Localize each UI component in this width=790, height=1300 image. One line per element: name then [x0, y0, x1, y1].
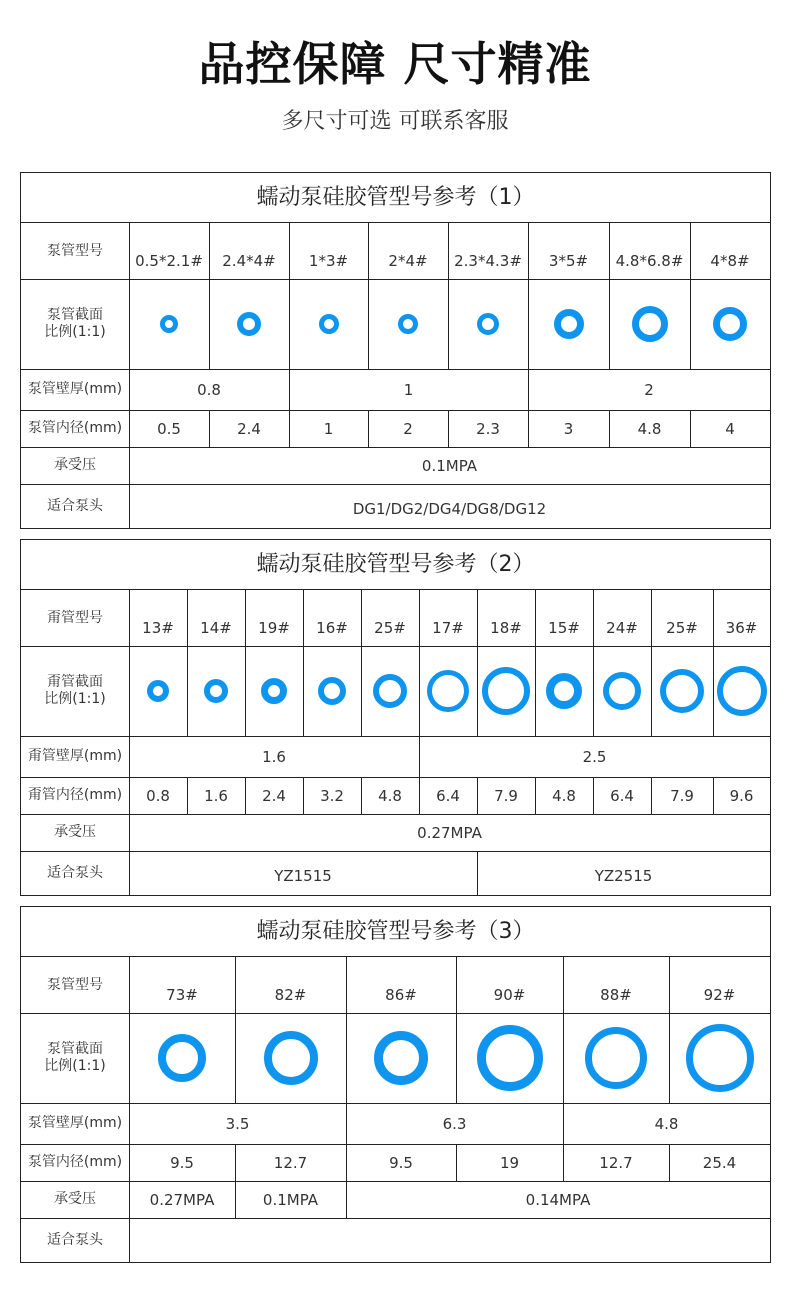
wall-thickness: 3.5 — [225, 1114, 250, 1133]
inner-diameter: 1.6 — [204, 786, 228, 805]
inner-diameter: 6.4 — [610, 786, 634, 805]
inner-diameter: 12.7 — [273, 1153, 308, 1172]
pump-head-value: YZ2515 — [594, 867, 653, 885]
inner-diameter: 4.8 — [637, 419, 662, 438]
row-label-inner: 泵管内径(mm) — [27, 420, 123, 437]
tube-section-icon — [603, 672, 641, 710]
grid-line — [21, 646, 770, 647]
wall-thickness: 4.8 — [654, 1114, 679, 1133]
tube-model: 24# — [606, 619, 638, 637]
inner-diameter: 25.4 — [702, 1153, 737, 1172]
tube-section-icon — [261, 678, 287, 704]
tube-section-icon — [427, 670, 469, 712]
tube-model: 73# — [166, 986, 198, 1004]
table-1 — [20, 172, 771, 529]
row-label-wall: 泵管壁厚(mm) — [27, 381, 123, 398]
inner-diameter: 12.7 — [599, 1153, 633, 1172]
tube-model: 88# — [600, 986, 632, 1004]
tube-model: 16# — [316, 619, 348, 637]
tube-section-icon — [264, 1031, 318, 1085]
row-label-section: 甭管截面 比例(1:1) — [44, 674, 106, 707]
tube-model: 19# — [258, 619, 290, 637]
tube-section-icon — [374, 1031, 428, 1085]
wall-thickness: 6.3 — [442, 1114, 467, 1133]
row-label-pumphead: 适合泵头 — [47, 1231, 103, 1248]
inner-diameter: 0.5 — [157, 419, 181, 438]
wall-thickness: 1 — [403, 380, 414, 399]
pressure-value: 0.14MPA — [525, 1190, 591, 1209]
tube-section-icon — [554, 309, 584, 339]
tube-model: 25# — [666, 619, 698, 637]
tube-model: 18# — [490, 619, 522, 637]
tube-section-icon — [318, 677, 346, 705]
wall-thickness: 0.8 — [197, 380, 221, 399]
table-2 — [20, 539, 771, 896]
pressure-value: 0.1MPA — [421, 456, 478, 475]
row-label-pressure: 承受压 — [54, 1191, 96, 1208]
inner-diameter: 0.8 — [146, 786, 170, 805]
inner-diameter: 3.2 — [320, 786, 344, 805]
pump-head-value — [129, 1218, 770, 1262]
tube-model: 4*8# — [710, 252, 750, 270]
inner-diameter: 2.4 — [262, 786, 286, 805]
wall-thickness: 2 — [644, 380, 654, 399]
pump-head-value: YZ1515 — [274, 867, 332, 885]
inner-diameter: 9.6 — [729, 786, 754, 805]
pump-head-value: DG1/DG2/DG4/DG8/DG12 — [352, 500, 547, 518]
pressure-value: 0.27MPA — [149, 1190, 215, 1209]
row-label-inner: 泵管内径(mm) — [27, 1154, 123, 1171]
pressure-value: 0.1MPA — [262, 1190, 319, 1209]
row-label-section: 泵管截面 比例(1:1) — [44, 307, 106, 340]
inner-diameter: 9.5 — [170, 1153, 194, 1172]
tube-section-icon — [158, 1034, 206, 1082]
tube-model: 36# — [725, 619, 758, 637]
inner-diameter: 2.3 — [476, 419, 500, 438]
tube-section-icon — [237, 312, 261, 336]
inner-diameter: 4.8 — [552, 786, 576, 805]
tube-section-icon — [713, 307, 747, 341]
tube-model: 3*5# — [548, 252, 589, 270]
row-label-model: 泵管型号 — [47, 976, 103, 993]
row-label-inner: 甭管内径(mm) — [27, 787, 123, 804]
tube-section-icon — [585, 1027, 647, 1089]
row-label-pressure: 承受压 — [54, 824, 96, 841]
inner-diameter: 7.9 — [494, 786, 518, 805]
tube-model: 1*3# — [308, 252, 349, 270]
tube-section-icon — [546, 673, 582, 709]
tube-section-icon — [482, 667, 530, 715]
tube-section-icon — [160, 315, 178, 333]
page-title: 品控保障 尺寸精准 — [198, 37, 592, 91]
grid-line — [21, 1013, 770, 1014]
tube-model: 90# — [493, 986, 526, 1004]
table-title: 蠕动泵硅胶管型号参考（2） — [21, 540, 770, 590]
tube-model: 15# — [548, 619, 580, 637]
tube-model: 14# — [200, 619, 232, 637]
tube-section-icon — [319, 314, 339, 334]
tube-model: 4.8*6.8# — [615, 252, 684, 270]
tube-model: 86# — [385, 986, 417, 1004]
tube-section-icon — [632, 306, 668, 342]
row-label-model: 甭管型号 — [47, 609, 103, 626]
tube-model: 82# — [274, 986, 307, 1004]
row-label-pumphead: 适合泵头 — [47, 497, 103, 514]
inner-diameter: 2 — [403, 419, 413, 438]
wall-thickness: 2.5 — [582, 747, 607, 766]
inner-diameter: 2.4 — [237, 419, 261, 438]
table-title: 蠕动泵硅胶管型号参考（3） — [21, 907, 770, 957]
tube-model: 25# — [374, 619, 406, 637]
tube-model: 0.5*2.1# — [135, 252, 203, 270]
inner-diameter: 9.5 — [389, 1153, 413, 1172]
tube-section-icon — [147, 680, 169, 702]
tube-model: 92# — [703, 986, 736, 1004]
inner-diameter: 4.8 — [378, 786, 402, 805]
tube-section-icon — [477, 313, 499, 335]
inner-diameter: 4 — [725, 419, 735, 438]
tube-section-icon — [660, 669, 704, 713]
tube-model: 2*4# — [388, 252, 428, 270]
tube-section-icon — [373, 674, 407, 708]
tube-section-icon — [398, 314, 418, 334]
tube-section-icon — [204, 679, 228, 703]
inner-diameter: 6.4 — [436, 786, 460, 805]
page-subtitle: 多尺寸可选 可联系客服 — [281, 109, 509, 134]
tube-model: 2.4*4# — [222, 252, 276, 270]
inner-diameter: 1 — [323, 419, 334, 438]
pressure-value: 0.27MPA — [417, 823, 482, 842]
table-title: 蠕动泵硅胶管型号参考（1） — [21, 173, 770, 223]
row-label-model: 泵管型号 — [47, 242, 103, 259]
row-label-pressure: 承受压 — [54, 457, 96, 474]
tube-model: 13# — [142, 619, 174, 637]
inner-diameter: 3 — [563, 419, 574, 438]
tube-model: 17# — [432, 619, 464, 637]
row-label-pumphead: 适合泵头 — [47, 864, 103, 881]
inner-diameter: 7.9 — [670, 786, 694, 805]
grid-line — [21, 279, 770, 280]
wall-thickness: 1.6 — [262, 747, 286, 766]
tube-model: 2.3*4.3# — [454, 252, 522, 270]
row-label-wall: 甭管壁厚(mm) — [27, 748, 123, 765]
table-3 — [20, 906, 771, 1263]
tube-section-icon — [717, 666, 767, 716]
row-label-section: 泵管截面 比例(1:1) — [44, 1041, 106, 1074]
inner-diameter: 19 — [499, 1153, 520, 1172]
row-label-wall: 泵管壁厚(mm) — [27, 1115, 123, 1132]
tube-section-icon — [477, 1025, 543, 1091]
tube-section-icon — [686, 1024, 754, 1092]
